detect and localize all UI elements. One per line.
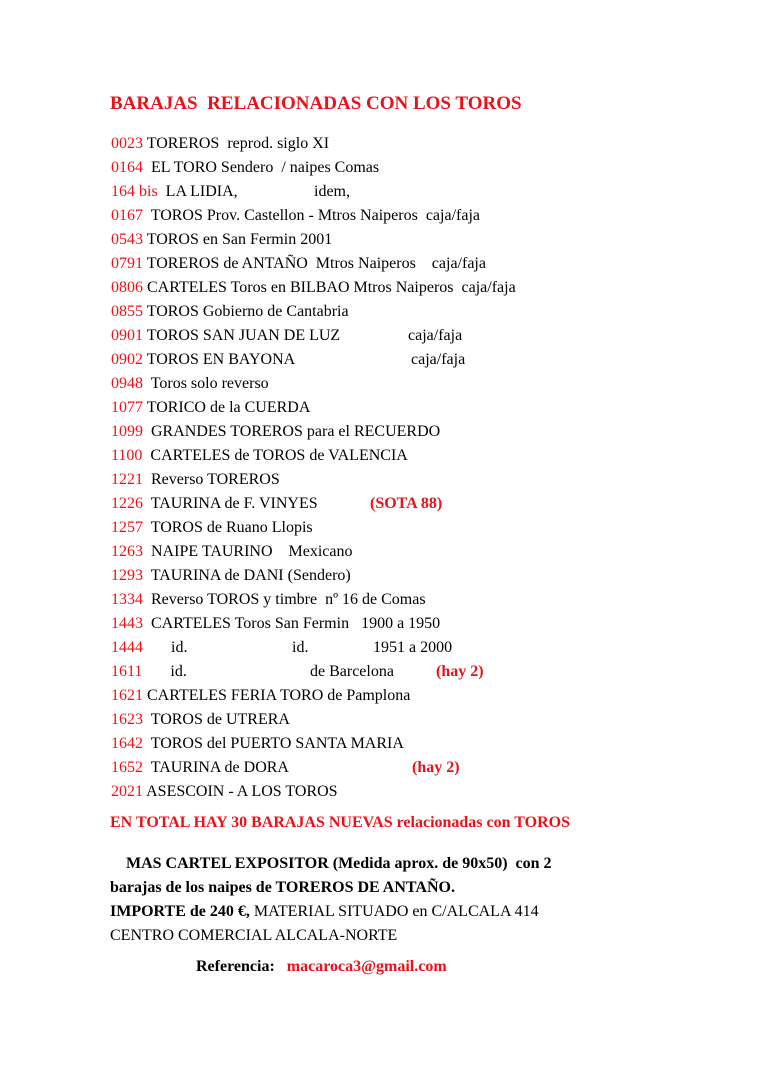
item-description: CARTELES Toros San Fermin 1900 a 1950 xyxy=(143,615,441,632)
item-code: 1642 xyxy=(111,735,143,752)
reference-email: macaroca3@gmail.com xyxy=(286,958,447,975)
list-item xyxy=(111,252,731,276)
deck-list xyxy=(111,132,731,804)
list-item xyxy=(111,468,731,492)
item-description: NAIPE TAURINO Mexicano xyxy=(143,543,353,560)
item-code: 1221 xyxy=(111,471,143,488)
item-description: Reverso TOROS y timbre nº 16 de Comas xyxy=(143,591,426,608)
item-code: 1099 xyxy=(111,423,143,440)
item-description: TOROS SAN JUAN DE LUZ xyxy=(143,327,341,344)
list-item xyxy=(111,588,731,612)
expositor-line-3 xyxy=(110,900,710,924)
item-note: (SOTA 88) xyxy=(370,495,443,512)
item-code: 1293 xyxy=(111,567,143,584)
list-item xyxy=(111,324,731,348)
list-item xyxy=(111,780,731,804)
item-description: id. xyxy=(142,663,187,680)
item-code: 1226 xyxy=(111,495,143,512)
list-item xyxy=(111,348,731,372)
item-description: TAURINA de DANI (Sendero) xyxy=(143,567,351,584)
item-extra: caja/faja xyxy=(411,351,466,368)
item-extra: caja/faja xyxy=(408,327,463,344)
item-description: ASESCOIN - A LOS TOROS xyxy=(143,783,338,800)
list-item xyxy=(111,276,731,300)
location-text: MATERIAL SITUADO en C/ALCALA 414 xyxy=(249,903,539,920)
item-code: 0543 xyxy=(111,231,143,248)
item-code: 1611 xyxy=(111,663,143,680)
item-description: TOROS de Ruano Llopis xyxy=(143,519,313,536)
item-code: 1100 xyxy=(111,447,143,464)
item-code: 0948 xyxy=(111,375,143,392)
item-extra: de Barcelona xyxy=(310,663,394,680)
item-code: 0855 xyxy=(111,303,143,320)
item-code: 0806 xyxy=(111,279,143,296)
list-item xyxy=(111,492,731,516)
list-item xyxy=(111,540,731,564)
list-item xyxy=(111,396,731,420)
item-code: 1443 xyxy=(111,615,143,632)
item-code: 1077 xyxy=(111,399,143,416)
item-description: TOROS en San Fermin 2001 xyxy=(143,231,333,248)
list-item xyxy=(111,636,731,660)
item-description: TOROS Prov. Castellon - Mtros Naiperos caja/faja xyxy=(143,207,480,224)
item-description: LA LIDIA, xyxy=(157,183,238,200)
list-item xyxy=(111,732,731,756)
item-description: EL TORO Sendero / naipes Comas xyxy=(143,159,380,176)
list-item xyxy=(111,612,731,636)
item-description: GRANDES TOREROS para el RECUERDO xyxy=(143,423,441,440)
item-description: TOROS EN BAYONA xyxy=(143,351,296,368)
list-item xyxy=(111,516,731,540)
item-code: 0791 xyxy=(111,255,143,272)
item-description: TOREROS reprod. siglo XI xyxy=(143,135,330,152)
expositor-line-2: barajas de los naipes de TOREROS DE ANTAÑO. xyxy=(110,879,455,896)
item-description: TAURINA de F. VINYES xyxy=(143,495,318,512)
item-code: 1621 xyxy=(111,687,143,704)
item-description: Toros solo reverso xyxy=(143,375,269,392)
item-code: 1257 xyxy=(111,519,143,536)
list-item xyxy=(111,204,731,228)
item-description: TOREROS de ANTAÑO Mtros Naiperos caja/faja xyxy=(143,255,486,272)
list-item xyxy=(111,372,731,396)
list-item xyxy=(111,684,731,708)
item-description: CARTELES FERIA TORO de Pamplona xyxy=(143,687,411,704)
item-description: TORICO de la CUERDA xyxy=(143,399,311,416)
item-extra-2: 1951 a 2000 xyxy=(373,639,453,656)
list-item xyxy=(111,564,731,588)
expositor-line-4: CENTRO COMERCIAL ALCALA-NORTE xyxy=(110,927,398,944)
item-code: 1263 xyxy=(111,543,143,560)
list-item xyxy=(111,156,731,180)
item-description: CARTELES de TOROS de VALENCIA xyxy=(142,447,408,464)
list-item xyxy=(111,756,731,780)
list-item xyxy=(111,708,731,732)
item-code: 0902 xyxy=(111,351,143,368)
item-code: 164 bis xyxy=(111,183,158,200)
item-description: TOROS del PUERTO SANTA MARIA xyxy=(143,735,404,752)
item-code: 0164 xyxy=(111,159,143,176)
list-item xyxy=(111,444,731,468)
item-code: 1334 xyxy=(111,591,143,608)
reference-line xyxy=(196,958,447,976)
item-description: TOROS de UTRERA xyxy=(143,711,290,728)
item-code: 0023 xyxy=(111,135,143,152)
item-code: 1652 xyxy=(111,759,143,776)
list-item xyxy=(111,132,731,156)
list-item xyxy=(111,300,731,324)
total-summary: EN TOTAL HAY 30 BARAJAS NUEVAS relacionadas con TOROS xyxy=(110,814,570,831)
item-description: TAURINA de DORA xyxy=(143,759,289,776)
price-text: IMPORTE de 240 €, xyxy=(110,903,250,920)
item-note: (hay 2) xyxy=(412,759,460,776)
item-code: 0167 xyxy=(111,207,143,224)
list-item xyxy=(111,228,731,252)
item-description: id. xyxy=(143,639,188,656)
expositor-block xyxy=(110,852,710,948)
expositor-line-1: MAS CARTEL EXPOSITOR (Medida aprox. de 90x50) con 2 xyxy=(110,855,552,872)
item-description: TOROS Gobierno de Cantabria xyxy=(143,303,349,320)
page-title: BARAJAS RELACIONADAS CON LOS TOROS xyxy=(110,93,522,114)
list-item xyxy=(111,660,731,684)
item-description: Reverso TOREROS xyxy=(143,471,280,488)
list-item xyxy=(111,420,731,444)
item-note: (hay 2) xyxy=(436,663,484,680)
item-description: CARTELES Toros en BILBAO Mtros Naiperos caja/faja xyxy=(143,279,516,296)
list-item xyxy=(111,180,731,204)
item-extra: id. xyxy=(292,639,309,656)
item-code: 0901 xyxy=(111,327,143,344)
item-code: 1444 xyxy=(111,639,143,656)
item-extra: idem, xyxy=(314,183,350,200)
item-code: 1623 xyxy=(111,711,143,728)
reference-label: Referencia: xyxy=(196,958,275,975)
item-code: 2021 xyxy=(111,783,143,800)
